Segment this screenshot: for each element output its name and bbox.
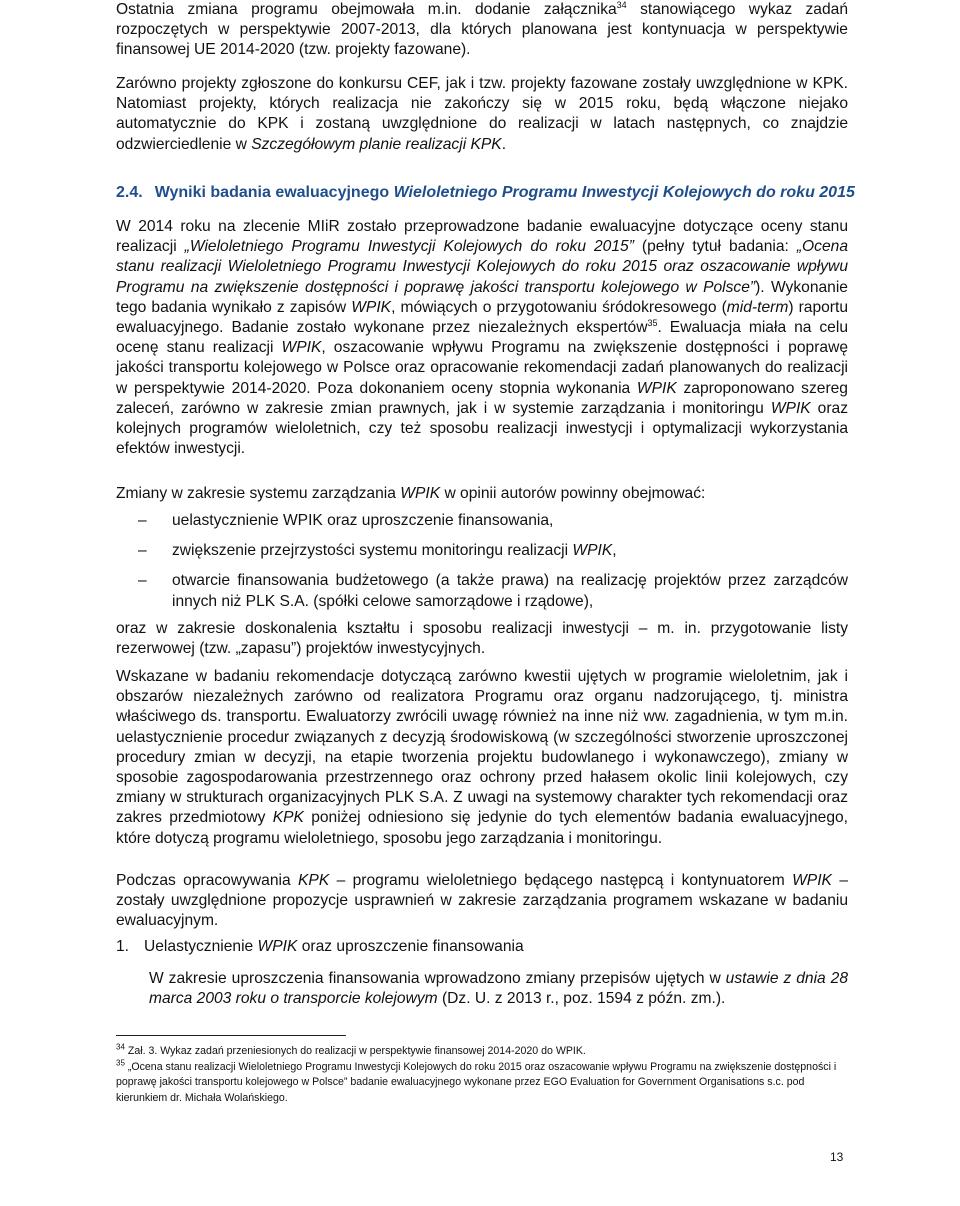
- text: Ostatnia zmiana programu obejmowała m.in. dodanie załącznika: [116, 1, 617, 18]
- footnote-ref-35[interactable]: 35: [647, 317, 658, 328]
- text: .: [501, 135, 507, 153]
- text: , mówiących o przygotowaniu śródokresowego (: [391, 298, 727, 316]
- dash-bullet-icon: –: [138, 572, 147, 590]
- text: . Ewaluacja miała na celu ocenę stanu realizacji: [116, 319, 848, 357]
- footnotes: [116, 1044, 848, 1106]
- paragraph-evaluation: [116, 217, 848, 459]
- text: ). Wykonanie tego badania wynikało z zapisów: [116, 278, 848, 316]
- page-number: 13: [830, 1150, 844, 1164]
- footnote-34: [116, 1044, 848, 1060]
- text: stanowiącego wykaz zadań rozpoczętych w perspektywie 2007-2013, dla których planowana jest kontynuacja w perspektywie finansowej UE 2014-2020 (tzw. projekty fazowane).: [116, 1, 848, 59]
- text: uelastycznienie WPIK oraz uproszczenie finansowania,: [172, 512, 554, 529]
- text: Uelastycznienie: [144, 938, 258, 955]
- footnote-separator: [116, 1035, 346, 1036]
- list-item: [116, 571, 848, 611]
- italic-text: WPIK: [257, 938, 298, 955]
- italic-text: WPIK: [572, 542, 613, 560]
- footnote-text: „Ocena stanu realizacji Wieloletniego Programu Inwestycji Kolejowych do roku 2015 oraz oszacowanie wpływu Programu na zwiększenie dostępności i poprawę jakości transportu kolejowego w Polsce” badanie ewaluacyjnego wykonane przez EGO Evaluation for Government Organisations s.c. pod kierunkiem dr. Michała Wolańskiego.: [116, 1060, 837, 1104]
- item-number: 1.: [116, 938, 130, 955]
- italic-text: „Wieloletniego Programu Inwestycji Kolejowych do roku 2015”: [184, 238, 634, 256]
- section-heading: [116, 183, 856, 203]
- paragraph-changes-intro: [116, 484, 848, 504]
- text: W 2014 roku na zlecenie MIiR zostało przeprowadzone badanie ewaluacyjne dotyczące oceny stanu realizacji: [116, 218, 848, 256]
- footnote-number: 35: [116, 1057, 125, 1067]
- italic-text: WPIK: [636, 379, 677, 397]
- text: (pełny tytuł badania:: [633, 238, 797, 256]
- paragraph-reserve-list: oraz w zakresie doskonalenia kształtu i sposobu realizacji inwestycji – m. in. przygotowanie listy rezerwowej (tzw. „zapasu”) projektów inwestycyjnych.: [116, 620, 848, 658]
- text: otwarcie finansowania budżetowego (a także prawa) na realizację projektów przez zarządców innych niż PLK S.A. (spółki celowe samorządowe i rządowe),: [172, 572, 848, 610]
- list-item: [116, 511, 848, 531]
- text: w opinii autorów powinny obejmować:: [440, 485, 706, 502]
- italic-text: WPIK: [792, 872, 832, 889]
- footnote-ref-34[interactable]: 34: [616, 0, 627, 10]
- text: ,: [612, 542, 617, 560]
- text: (Dz. U. z 2013 r., poz. 1594 z późn. zm.).: [437, 990, 726, 1008]
- italic-text: „Ocena stanu realizacji Wieloletniego Programu Inwestycji Kolejowych do roku 2015 oraz oszacowanie wpływu Programu na zwiększenie dostępności i poprawę jakości transportu kolejowego w Polsce”: [116, 238, 848, 296]
- text: oraz uproszczenie finansowania: [297, 938, 524, 955]
- text: zwiększenie przejrzystości systemu monitoringu realizacji: [172, 542, 573, 560]
- paragraph-program-change: [116, 0, 848, 61]
- paragraph-kpk-preparation: [116, 871, 848, 932]
- text: Zarówno projekty zgłoszone do konkursu CEF, jak i tzw. projekty fazowane zostały uwzględnione w KPK. Natomiast projekty, których realizacja nie zakończy się w 2015 roku, będą włączone niejako automatycznie do KPK i zostaną uwzględnione do realizacji w latach następnych, co znajdzie odzwierciedlenie w: [116, 75, 848, 153]
- paragraph-recommendations: [116, 667, 848, 849]
- heading-italic-text: Wieloletniego Programu Inwestycji Kolejowych do roku 2015: [393, 184, 855, 201]
- italic-text: WPIK: [351, 298, 392, 316]
- italic-text: mid-term: [726, 298, 789, 316]
- text: Podczas opracowywania: [116, 872, 299, 889]
- list-item: [116, 541, 848, 561]
- paragraph-financing: [149, 969, 848, 1009]
- text: Wskazane w badaniu rekomendacje dotyczącą zarówno kwestii ujętych w programie wieloletnim, jak i obszarów niezależnych zarówno od realizatora Programu oraz organu nadzorującego, tj. ministra właściwego ds. transportu. Ewaluatorzy zwrócili uwagę również na inne niż ww. zagadnienia, w tym m.in. uelastycznienie procedur związanych z decyzją środowiskową (w szczególności stworzenie uproszczonej procedury zmian w decyzji, na etapie tworzenia projektu budowlanego i wykonawczego), zmiany w sposobie zagospodarowania przestrzennego oraz ochrony przed hałasem okolic linii kolejowych, czy zmiany w strukturach organizacyjnych PLK S.A. Z uwagi na systemowy charakter tych rekomendacji oraz zakres przedmiotowy: [116, 668, 848, 827]
- section-number: 2.4.: [116, 184, 143, 201]
- italic-text: KPK: [272, 809, 304, 827]
- footnote-35: [116, 1057, 848, 1107]
- heading-text: Wyniki badania ewaluacyjnego: [154, 184, 394, 201]
- dash-bullet-icon: –: [138, 542, 147, 560]
- text: Zmiany w zakresie systemu zarządzania: [116, 485, 401, 502]
- italic-text: WPIK: [770, 399, 811, 417]
- text: zaproponowano szereg zaleceń, zarówno w zakresie zmian prawnych, jak i w systemie zarządzania i monitoringu: [116, 379, 848, 417]
- text: , oszacowanie wpływu Programu na zwiększenie dostępności i poprawę jakości transportu kolejowego w Polsce oraz opracowanie rekomendacji zadań planowanych do realizacji w perspektywie 2014-2020. Poza dokonaniem oceny stopnia wykonania: [116, 339, 849, 397]
- italic-text: ustawie z dnia 28 marca 2003 roku o transporcie kolejowym: [149, 970, 848, 1008]
- italic-text: KPK: [298, 872, 330, 889]
- dash-list: [116, 511, 848, 622]
- text: W zakresie uproszczenia finansowania wprowadzono zmiany przepisów ujętych w: [149, 970, 726, 987]
- paragraph-phased-projects: [116, 74, 848, 155]
- italic-text: WPIK: [281, 339, 322, 357]
- footnote-text: Zał. 3. Wykaz zadań przeniesionych do realizacji w perspektywie finansowej 2014-2020 do WPIK.: [124, 1045, 586, 1057]
- text: poniżej odniesiono się jedynie do tych elementów badania ewaluacyjnego, które dotyczą programu wieloletniego, sposobu jego zarządzania i monitoringu.: [116, 809, 848, 847]
- numbered-heading: [116, 937, 848, 957]
- italic-text: WPIK: [400, 485, 441, 502]
- dash-bullet-icon: –: [138, 512, 147, 529]
- footnote-number: 34: [116, 1042, 125, 1052]
- text: oraz kolejnych programów wieloletnich, czy też sposobu realizacji inwestycji i optymalizacji wykorzystania efektów inwestycji.: [116, 399, 849, 458]
- italic-text: Szczegółowym planie realizacji KPK: [251, 135, 502, 153]
- text: – zostały uwzględnione propozycje usprawnień w zakresie zarządzania programem wskazane w badaniu ewaluacyjnym.: [116, 872, 848, 930]
- text: ) raportu ewaluacyjnego. Badanie zostało wykonane przez niezależnych ekspertów: [116, 298, 848, 337]
- text: – programu wieloletniego będącego następcą i kontynuatorem: [329, 872, 793, 889]
